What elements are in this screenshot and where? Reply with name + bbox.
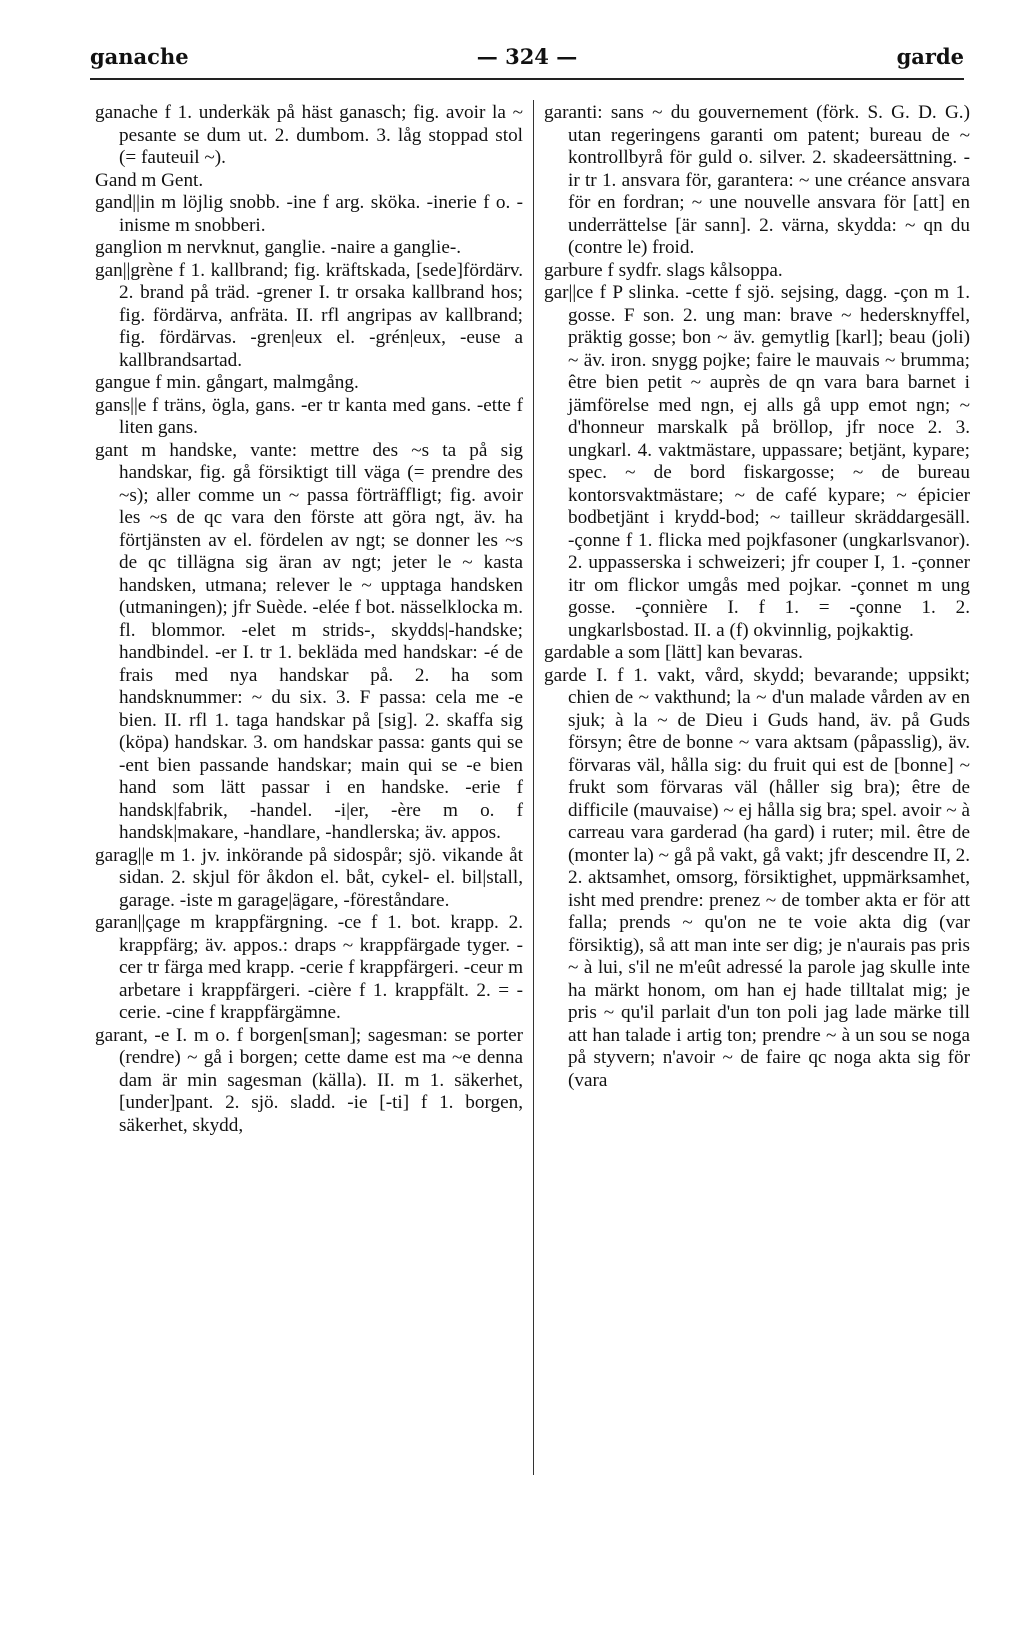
entry-garde: garde I. f 1. vakt, vård, skydd; bevarande; uppsikt; chien de ~ vakthund; la ~ d'un malade vården av en sjuk; à la ~ de Dieu i Guds hand, äv. på Guds försyn; être de bonne ~ vara aktsam (påpasslig), äv. förvaras väl, hålla sig: du fruit qui est de [bonne] ~ frukt som förvaras väl (håller sig bra); être de difficile (mauvaise) ~ ej hålla sig bra; spel. avoir ~ à carreau vara garderad (ha gard) i ruter; mil. être de (monter la) ~ gå på vakt, gå vakt; jfr descendre II, 2. 2. aktsamhet, omsorg, försiktighet, uppmärksamhet, isht med prendre: prenez ~ de tomber akta er för att falla; prends ~ qu'on ne te voie akta dig (var försiktig), så att man inte ser dig; je n'aurais pas pris ~ à lui, s'il ne m'eût adressé la parole jag skulle inte ha märkt honom, om han ej hade tilltalat mig; je pris ~ qu'il parlait d'un ton poli jag lade märke till att han talade i artig ton; prendre ~ à un sou se noga på styvern; n'avoir ~ de faire qc noga akta sig för (vara [544, 664, 970, 1091]
entry-garancage: garan||çage m krappfärgning. -ce f 1. bot. krapp. 2. krappfärg; äv. appos.: draps ~ krappfärgade tyger. -cer tr färga med krapp. -cerie f krappfärgeri. -ceur m arbetare i krappfärgeri. -cière f 1. krappfält. 2. = -cerie. -cine f krappfärgämne. [95, 912, 523, 1023]
running-header [90, 44, 964, 80]
entry-garage: garag||e m 1. jv. inkörande på sidospår; sjö. vikande åt sidan. 2. skjul för åkdon el. båt, cykel- el. bil|stall, garage. -iste m garage|ägare, -föreståndare. [95, 844, 523, 911]
entry-garantie-cont: garanti: sans ~ du gouvernement (förk. S. G. D. G.) utan regeringens garanti om patent; bureau de ~ kontrollbyrå för guld o. silver. 2. skadeersättning. -ir tr 1. ansvara för, garantera: ~ une créance ansvara för en fordran; ~ une nouvelle ansvara för [att] en underrättelse [är sann]. 2. värna, skydda: ~ qn du (contre le) froid. [544, 102, 970, 258]
entry-gardable: gardable a som [lätt] kan bevaras. [544, 642, 803, 663]
entry-gangrene: gan||grène f 1. kallbrand; fig. kräftskada, [sede]fördärv. 2. brand på träd. -grener I. tr orsaka kallbrand hos; fig. fördärva, anfräta. II. rfl angripas av kallbrand; fig. fördärvas. -gren|eux el. -grén|eux, -euse a kallbrandsartad. [95, 259, 523, 371]
right-guide-word: garde [896, 44, 964, 69]
entry-garce: gar||ce f P slinka. -cette f sjö. sejsing, dagg. -çon m 1. gosse. F son. 2. ung man: brave ~ hedersknyffel, präktig gosse; bon ~ äv. gemytlig [karl]; beau (joli) ~ äv. iron. snygg pojke; faire le mauvais ~ brumma; être bien petit ~ auprès de qn vara bara barnet i jämförelse med ngn, ej alls gå upp emot ngn; ~ d'honneur marskalk på bröllop, jfr noce 2. 3. ungkarl. 4. vaktmästare, uppassare; betjänt, kypare; spec. ~ de bord fiskargosse; ~ de bureau kontorsvaktmästare; ~ de café kypare; ~ épicier bodbetjänt i krydd-bod; ~ tailleur skräddargesäll. -çonne f 1. flicka med pojkfasoner (ungkarlsvanor). 2. uppasserska i schweizeri; jfr couper I, 1. -çonner itr om flickor umgås med pojkar. -çonnet m ung gosse. -çonnière I. f 1. = -çonne 1. 2. ungkarlsbostad. II. a (f) okvinnlig, pojkaktig. [544, 282, 970, 641]
right-column [544, 102, 970, 1092]
entry-ganse: gans||e f träns, ögla, gans. -er tr kanta med gans. -ette f liten gans. [95, 394, 523, 438]
column-divider [533, 100, 534, 1475]
page-number: — 324 — [476, 44, 578, 69]
entry-gand: Gand m Gent. [95, 169, 204, 191]
left-column [95, 102, 523, 1137]
entry-ganglion: ganglion m nervknut, ganglie. -naire a ganglie-. [95, 237, 462, 258]
entry-gant: gant m handske, vante: mettre des ~s ta på sig handskar, fig. gå försiktigt till väga (= prendre des ~s); aller comme un ~ passa förträffligt; fig. avoir les ~s de qc vara den förste att göra ngt, äv. ha förtjänsten av el. fördelen av ngt; se donner les ~s de qc tillägna sig äran av ngt; jeter le ~ kasta handsken, utmana; relever le ~ upptaga handsken (utmaningen); jfr Suède. -elée f bot. nässelklocka m. fl. blommor. -elet m strids-, skydds|-handske; handbindel. -er I. tr 1. bekläda med handskar: -é de frais med nya handskar på. 2. ha som handsknummer: ~ du six. 3. F passa: cela me -e bien. II. rfl 1. taga handskar på [sig]. 2. skaffa sig (köpa) handskar. 3. om handskar passa: gants qui se -ent bien passande handskar; main qui se -e bien hand som lätt passar i en handske. -erie f handsk|fabrik, -handel. -i|er, -ère m o. f handsk|makare, -handlare, -handlerska; äv. appos. [95, 439, 523, 843]
entry-ganache: ganache f 1. underkäk på häst ganasch; fig. avoir la ~ pesante se dum ut. 2. dumbom. 3. låg stoppad stol (= fauteuil ~). [95, 102, 523, 168]
entry-garant: garant, -e I. m o. f borgen[sman]; sagesman: se porter (rendre) ~ gå i borgen; cette dame est ma ~e denna dam är min sagesman (källa). II. m 1. säkerhet, [under]pant. 2. sjö. sladd. -ie [-ti] f 1. borgen, säkerhet, skydd, [95, 1024, 523, 1136]
header-rule [90, 78, 964, 80]
left-guide-word: ganache [90, 44, 189, 69]
entry-gangue: gangue f min. gångart, malmgång. [95, 372, 359, 393]
entry-garbure: garbure f sydfr. slags kålsoppa. [544, 259, 783, 281]
entry-gandin: gand||in m löjlig snobb. -ine f arg. sköka. -inerie f o. -inisme m snobberi. [95, 192, 523, 236]
